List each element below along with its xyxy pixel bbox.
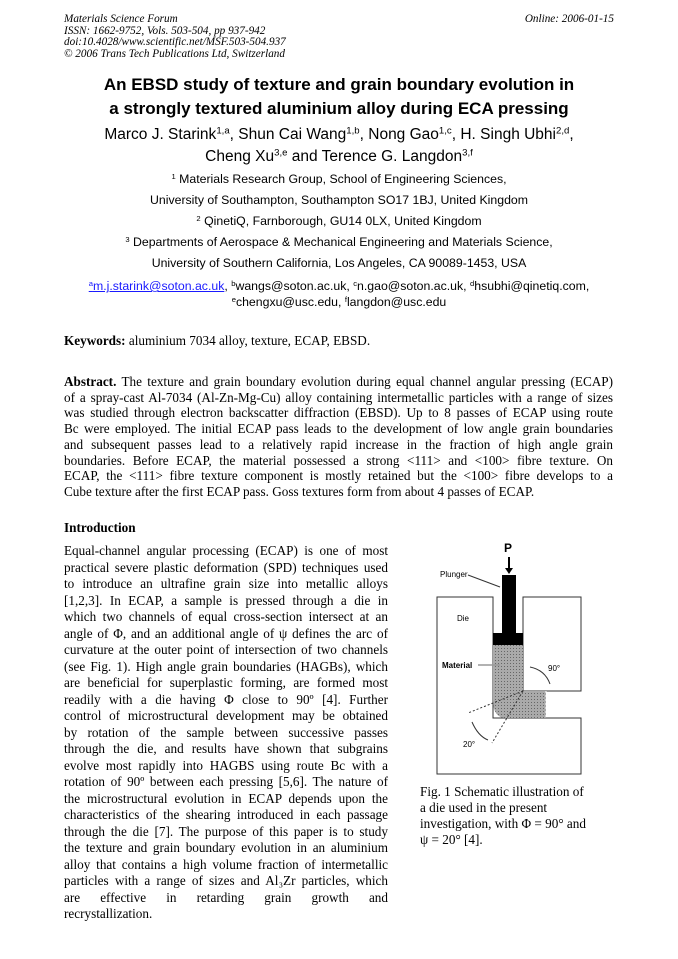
journal-name: Materials Science Forum: [64, 13, 178, 25]
intro-line: [1,2,3]. In ECAP, a sample is pressed through a die in: [64, 592, 388, 608]
label-plunger: Plunger: [440, 570, 468, 579]
label-p: P: [504, 541, 513, 555]
label-phi: 90°: [548, 664, 561, 673]
intro-line: the microstructural evolution in ECAP depends upon the: [64, 790, 388, 806]
intro-line: to introduce an ultrafine grain size into metallic alloys: [64, 576, 388, 591]
figure-caption-1: Fig. 1 Schematic illustration of: [420, 784, 584, 799]
intro-line: are beneficial for superplastic forming, are formed most: [64, 675, 388, 690]
abstract-line: Cube texture after the first ECAP pass. Goss textures form from about 4 passes of ECAP.: [64, 483, 535, 499]
intro-line: particles with a range of sizes and Al₃Zr particles, which: [64, 873, 388, 888]
intro-line: rotation of 90º between each pressing [5,6]. The nature of: [64, 774, 388, 789]
issn: ISSN: 1662-9752, Vols. 503-504, pp 937-942: [64, 24, 266, 37]
intro-line: through the die, and results have shown that subgrains: [64, 741, 388, 756]
intro-line: characteristics of the shearing introduced in each passage: [64, 807, 388, 822]
intro-line: practical severe plastic deformation (SPD) techniques used: [64, 559, 388, 575]
intro-line: (see Fig. 1). High angle grain boundaries (HAGBs), which: [64, 658, 388, 674]
doi: doi:10.4028/www.scientific.net/MSF.503-504.937: [64, 36, 286, 49]
abstract-line: was studied through electron backscatter diffraction (EBSD). Up to 8 passes of ECAP using route: [64, 405, 613, 421]
intro-line: readily with a die having Φ close to 90º [4]. Further: [64, 691, 388, 707]
abstract-line: Abstract. The texture and grain boundary evolution during equal channel angular pressing (ECAP): [64, 374, 613, 389]
abstract-line: ECAP, the <111> fibre texture component is mostly retained but the <100> fibre develops to a: [64, 468, 613, 484]
section-heading: Introduction: [64, 520, 136, 535]
abstract-line: of a spray-cast Al-7034 (Al-Zn-Mg-Cu) alloy containing intermetallic particles with a range of sizes: [64, 389, 613, 405]
affiliation-2: $^2$ QinetiQ, Farnborough, GU14 0LX, United Kingdom: [196, 213, 482, 228]
abstract-line: Bc were employed. The initial ECAP pass leads to the development of low angle grain boundaries: [64, 421, 613, 437]
abstract-line: boundaries. Before ECAP, the material possessed a strong <111> and <100> fibre texture. On: [64, 452, 613, 468]
intro-line: the texture and grain boundary evolution in an aluminium: [64, 840, 388, 855]
affiliation-3: $^3$ Departments of Aerospace & Mechanical Engineering and Materials Science,: [125, 234, 553, 249]
email-link[interactable]: $^a$m.j.starink@soton.ac.uk: [88, 278, 225, 293]
figure-caption-2: a die used in the present: [420, 800, 548, 815]
plunger: [502, 575, 516, 637]
intro-line: Equal-channel angular processing (ECAP) is one of most: [64, 543, 388, 558]
label-material: Material: [442, 661, 473, 670]
intro-line: control of microstructural development may be obtained: [64, 708, 388, 723]
abstract-line: and subsequent passes lead to a relatively rapid increase in the fraction of high angle grain: [64, 436, 613, 452]
figure-caption-4: ψ = 20° [4].: [420, 832, 483, 847]
affiliation-1: $^1$ Materials Research Group, School of Engineering Sciences,: [171, 171, 507, 186]
intro-line: evolve most rapidly into HAGBS using route Bc with a: [64, 757, 388, 773]
intro-line: recrystallization.: [64, 906, 153, 921]
label-die: Die: [457, 614, 470, 623]
authors-line-1: Marco J. Starink$^{1,a}$, Shun Cai Wang$^{1,b}$, Nong Gao$^{1,c}$, H. Singh Ubhi$^{2,d}$,: [104, 125, 574, 143]
intro-line: are effective in retarding grain growth and: [64, 889, 388, 905]
emails-line-1: $^a$m.j.starink@soton.ac.uk, $^b$wangs@soton.ac.uk, $^c$n.gao@soton.ac.uk, $^d$hsubhi@qinetiq.com,: [88, 278, 590, 293]
copyright: © 2006 Trans Tech Publications Ltd, Switzerland: [64, 47, 285, 60]
intro-line: through the die [7]. The purpose of this paper is to study: [64, 823, 388, 839]
keywords: Keywords: aluminium 7034 alloy, texture, ECAP, EBSD.: [64, 333, 371, 348]
intro-line: which two channels of equal cross-section intersect at an: [64, 609, 388, 624]
intro-line: angle of Φ, and an additional angle of ψ defines the arc of: [64, 625, 388, 641]
emails-line-2: $^e$chengxu@usc.edu, $^f$langdon@usc.edu: [231, 294, 447, 309]
label-psi: 20°: [463, 740, 476, 749]
authors-line-2: Cheng Xu$^{3,e}$ and Terence G. Langdon$^{3,f}$: [205, 147, 473, 165]
intro-line: by rotation of the sample between successive passes: [64, 724, 388, 740]
affiliation-3-cont: University of Southern California, Los Angeles, CA 90089-1453, USA: [151, 256, 527, 270]
title-line-2: a strongly textured aluminium alloy during ECA pressing: [109, 99, 569, 118]
title-line-1: An EBSD study of texture and grain boundary evolution in: [103, 75, 575, 94]
affiliation-1-cont: University of Southampton, Southampton SO17 1BJ, United Kingdom: [150, 193, 528, 207]
figure-caption-3: investigation, with Φ = 90° and: [420, 816, 586, 831]
intro-line: alloy that contains a high volume fraction of intermetallic: [64, 856, 388, 872]
online-date: Online: 2006-01-15: [524, 13, 614, 25]
intro-line: curvature at the outer point of intersection of two channels: [64, 642, 388, 657]
